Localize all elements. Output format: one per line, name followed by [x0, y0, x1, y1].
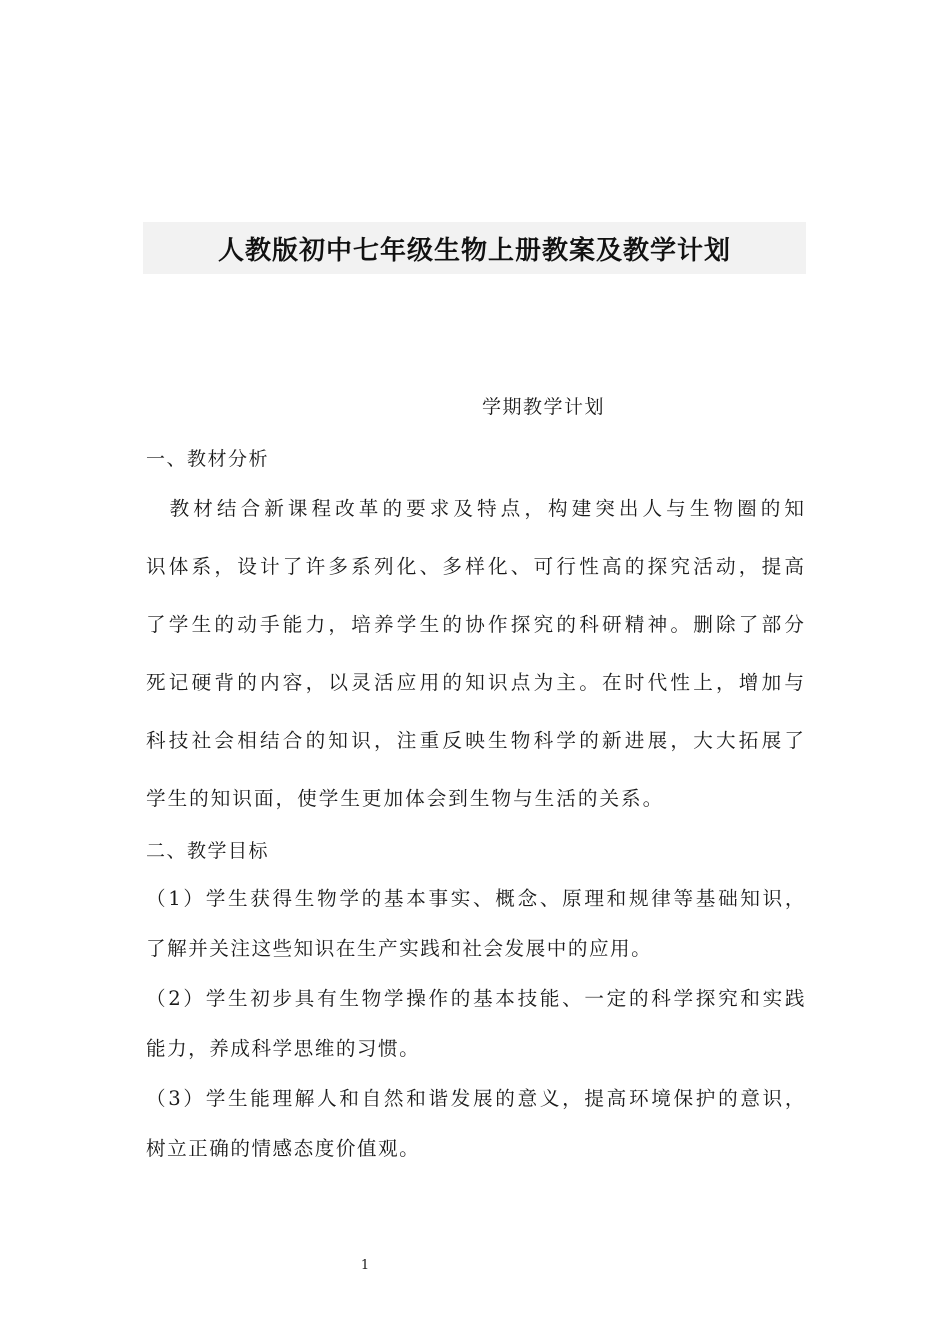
goal-item-3 [146, 1084, 806, 1184]
paragraph-line: 科技社会相结合的知识，注重反映生物科学的新进展，大大拓展了 [146, 729, 806, 752]
paragraph-line: 了学生的动手能力，培养学生的协作探究的科研精神。删除了部分 [146, 613, 806, 636]
goal-line: （2）学生初步具有生物学操作的基本技能、一定的科学探究和实践 [146, 987, 806, 1010]
goal-item-2 [146, 984, 806, 1084]
title-band [143, 222, 806, 274]
goal-line: 能力，养成科学思维的习惯。 [146, 1037, 421, 1060]
goal-item-1 [146, 884, 806, 984]
section-heading-materials: 一、教材分析 [146, 448, 270, 470]
document-subtitle: 学期教学计划 [482, 396, 606, 418]
paragraph-line: 识体系，设计了许多系列化、多样化、可行性高的探究活动，提高 [146, 555, 806, 578]
goal-line: （3）学生能理解人和自然和谐发展的意义，提高环境保护的意识， [146, 1087, 806, 1110]
document-title: 人教版初中七年级生物上册教案及教学计划 [217, 235, 731, 266]
section-heading-goals: 二、教学目标 [146, 840, 270, 862]
paragraph-line: 教材结合新课程改革的要求及特点，构建突出人与生物圈的知 [146, 497, 806, 520]
goal-line: （1）学生获得生物学的基本事实、概念、原理和规律等基础知识， [146, 887, 806, 910]
page-number: 1 [360, 1258, 370, 1273]
paragraph-line: 学生的知识面，使学生更加体会到生物与生活的关系。 [146, 787, 665, 810]
paragraph-line: 死记硬背的内容，以灵活应用的知识点为主。在时代性上，增加与 [146, 671, 806, 694]
goal-line: 了解并关注这些知识在生产实践和社会发展中的应用。 [146, 937, 653, 960]
goal-line: 树立正确的情感态度价值观。 [146, 1137, 421, 1160]
materials-paragraph [146, 494, 806, 842]
